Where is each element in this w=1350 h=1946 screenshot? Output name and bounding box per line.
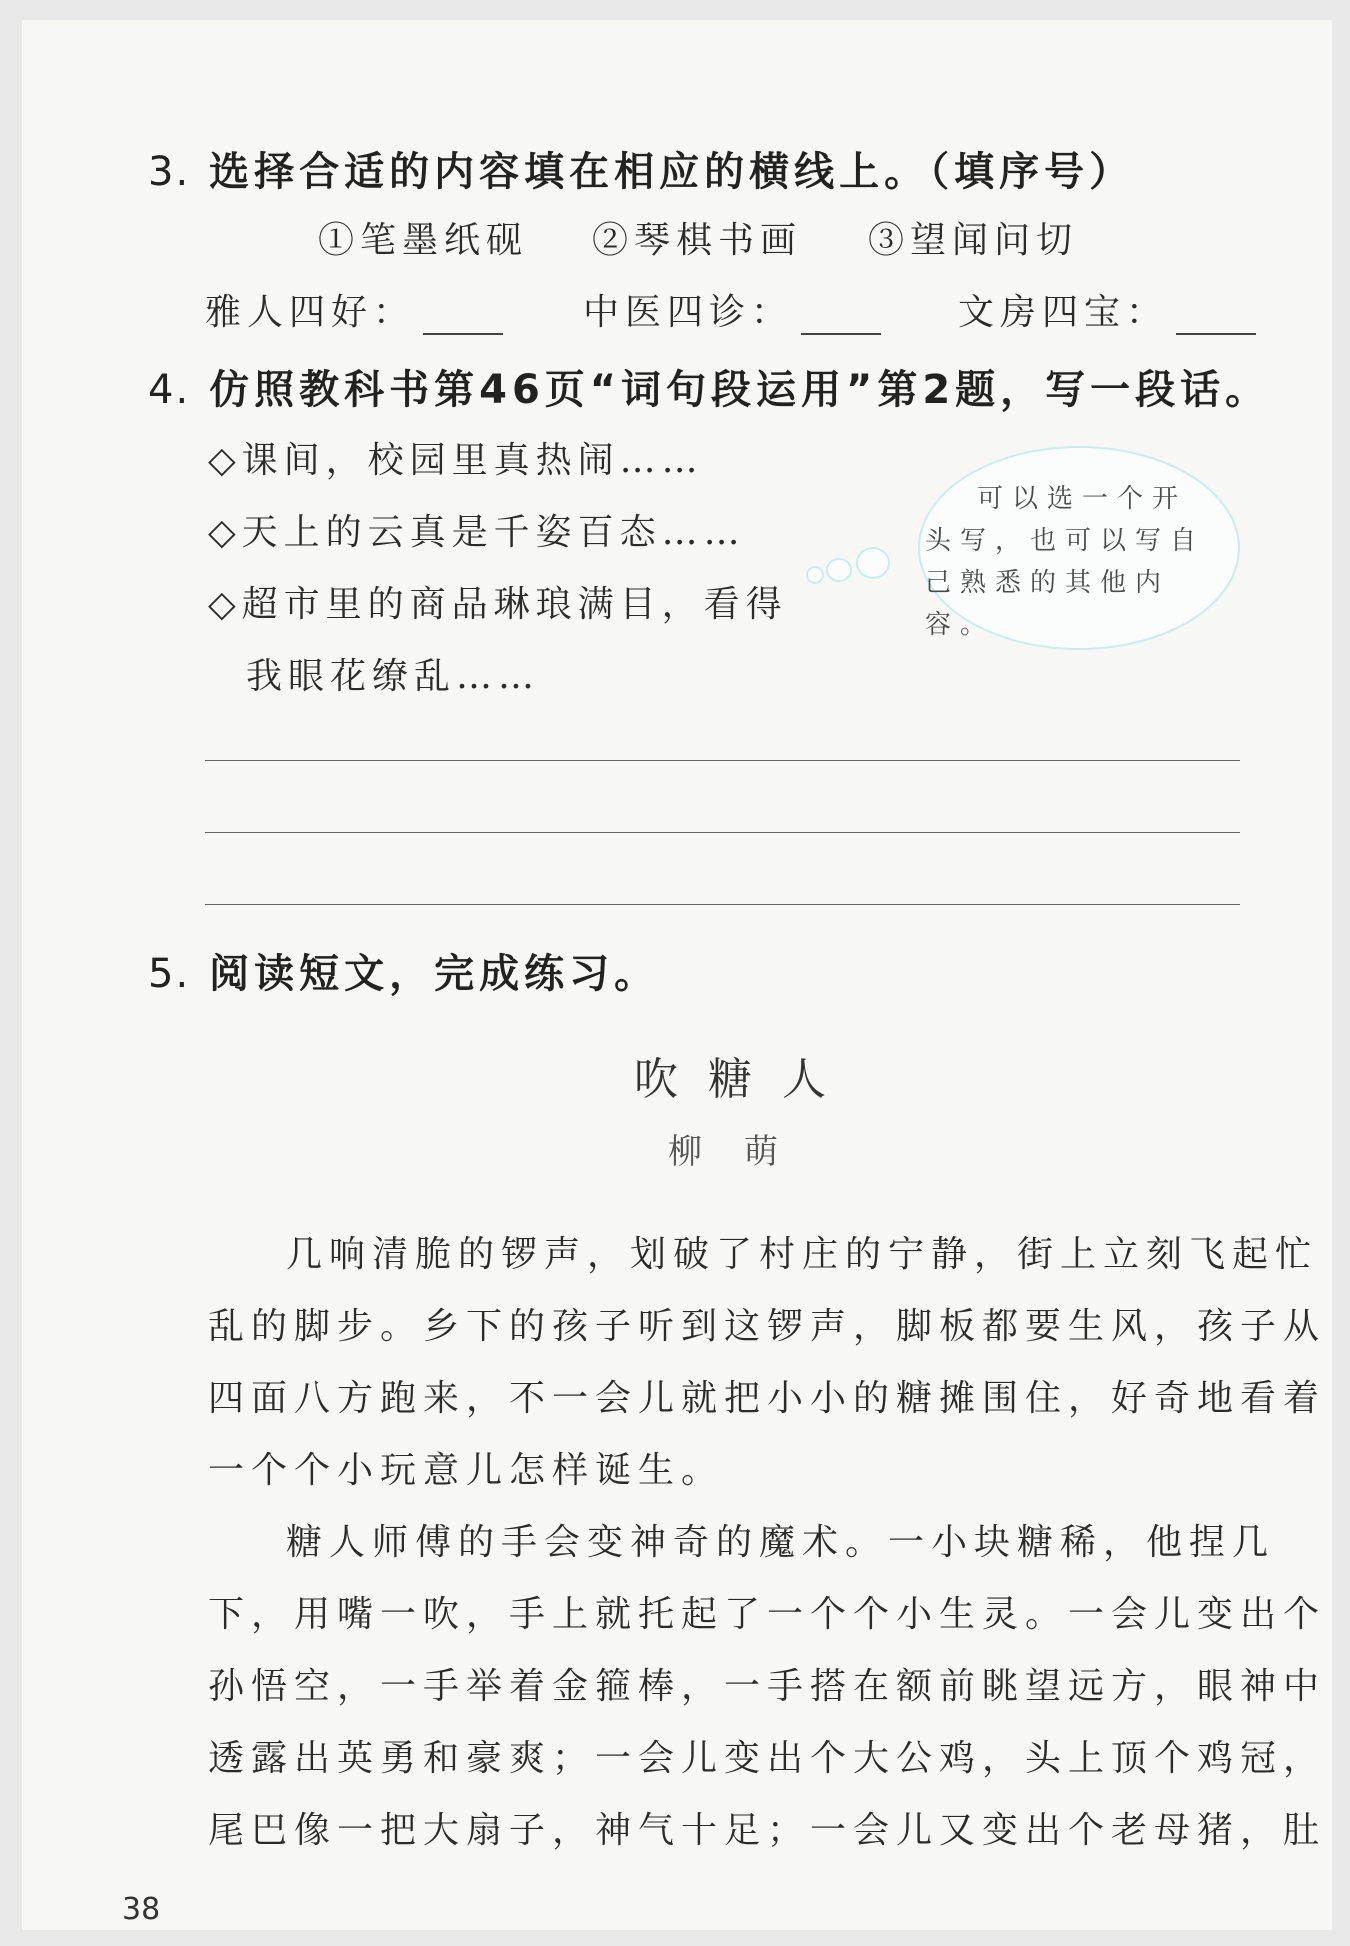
q4-prompt-1: ◇课间，校园里真热闹…… bbox=[208, 440, 704, 481]
q4-number: 4. bbox=[148, 367, 191, 413]
passage-line-3: 四面八方跑来，不一会儿就把小小的糖摊围住，好奇地看着 bbox=[208, 1378, 1327, 1419]
passage-line-8: 透露出英勇和豪爽；一会儿变出个大公鸡，头上顶个鸡冠， bbox=[208, 1738, 1327, 1779]
writing-line-3[interactable] bbox=[205, 904, 1240, 905]
passage-line-9: 尾巴像一把大扇子，神气十足；一会儿又变出个老母猪，肚 bbox=[208, 1810, 1327, 1851]
q3-number: 3. bbox=[148, 149, 191, 195]
q4-heading bbox=[148, 358, 1270, 415]
q3-option-1: ①笔墨纸砚 bbox=[318, 220, 529, 261]
q3-option-2: ②琴棋书画 bbox=[592, 220, 803, 261]
answer-blank-zhongyi[interactable] bbox=[801, 303, 881, 335]
thought-dot-medium bbox=[826, 558, 852, 582]
q3-heading bbox=[148, 140, 1134, 197]
passage-title: 吹 糖 人 bbox=[634, 1054, 834, 1105]
passage-line-5: 糖人师傅的手会变神奇的魔术。一小块糖稀，他捏几 bbox=[286, 1522, 1276, 1563]
passage-line-7: 孙悟空，一手举着金箍棒，一手搭在额前眺望远方，眼神中 bbox=[208, 1666, 1327, 1707]
blank-label-yaren: 雅人四好： bbox=[205, 292, 416, 333]
passage-line-2: 乱的脚步。乡下的孩子听到这锣声，脚板都要生风，孩子从 bbox=[208, 1306, 1327, 1347]
thought-dot-small bbox=[806, 566, 824, 584]
q5-number: 5. bbox=[148, 951, 191, 997]
blank-label-wenfang: 文房四宝： bbox=[958, 292, 1169, 333]
writing-line-2[interactable] bbox=[205, 832, 1240, 833]
page-number: 38 bbox=[122, 1892, 161, 1927]
q5-heading bbox=[148, 942, 659, 999]
q3-blank-row-1 bbox=[205, 284, 503, 335]
tip-text: 可以选一个开头写，也可以写自己熟悉的其他内容。 bbox=[925, 484, 1206, 640]
q4-prompt-2: ◇天上的云真是千姿百态…… bbox=[208, 512, 746, 553]
q5-title: 阅读短文，完成练习。 bbox=[209, 951, 660, 997]
answer-blank-yaren[interactable] bbox=[423, 303, 503, 335]
writing-line-1[interactable] bbox=[205, 760, 1240, 761]
q4-prompt-3-cont: 我眼花缭乱…… bbox=[246, 656, 541, 697]
answer-blank-wenfang[interactable] bbox=[1176, 303, 1256, 335]
passage-line-6: 下，用嘴一吹，手上就托起了一个个小生灵。一会儿变出个 bbox=[208, 1594, 1327, 1635]
q3-title: 选择合适的内容填在相应的横线上。（填序号） bbox=[209, 149, 1135, 195]
passage-line-4: 一个个小玩意儿怎样诞生。 bbox=[208, 1450, 725, 1491]
passage-line-1: 几响清脆的锣声，划破了村庄的宁静，街上立刻飞起忙 bbox=[286, 1234, 1319, 1275]
blank-label-zhongyi: 中医四诊： bbox=[583, 292, 794, 333]
q4-title: 仿照教科书第46页“词句段运用”第2题，写一段话。 bbox=[209, 367, 1271, 413]
q4-prompt-3: ◇超市里的商品琳琅满目，看得 bbox=[208, 584, 788, 625]
q3-blank-row-2 bbox=[583, 284, 881, 335]
passage-author: 柳 萌 bbox=[668, 1132, 782, 1172]
q3-option-3: ③望闻问切 bbox=[868, 220, 1079, 261]
thought-dot-large bbox=[856, 547, 890, 579]
q3-blank-row-3 bbox=[958, 284, 1256, 335]
